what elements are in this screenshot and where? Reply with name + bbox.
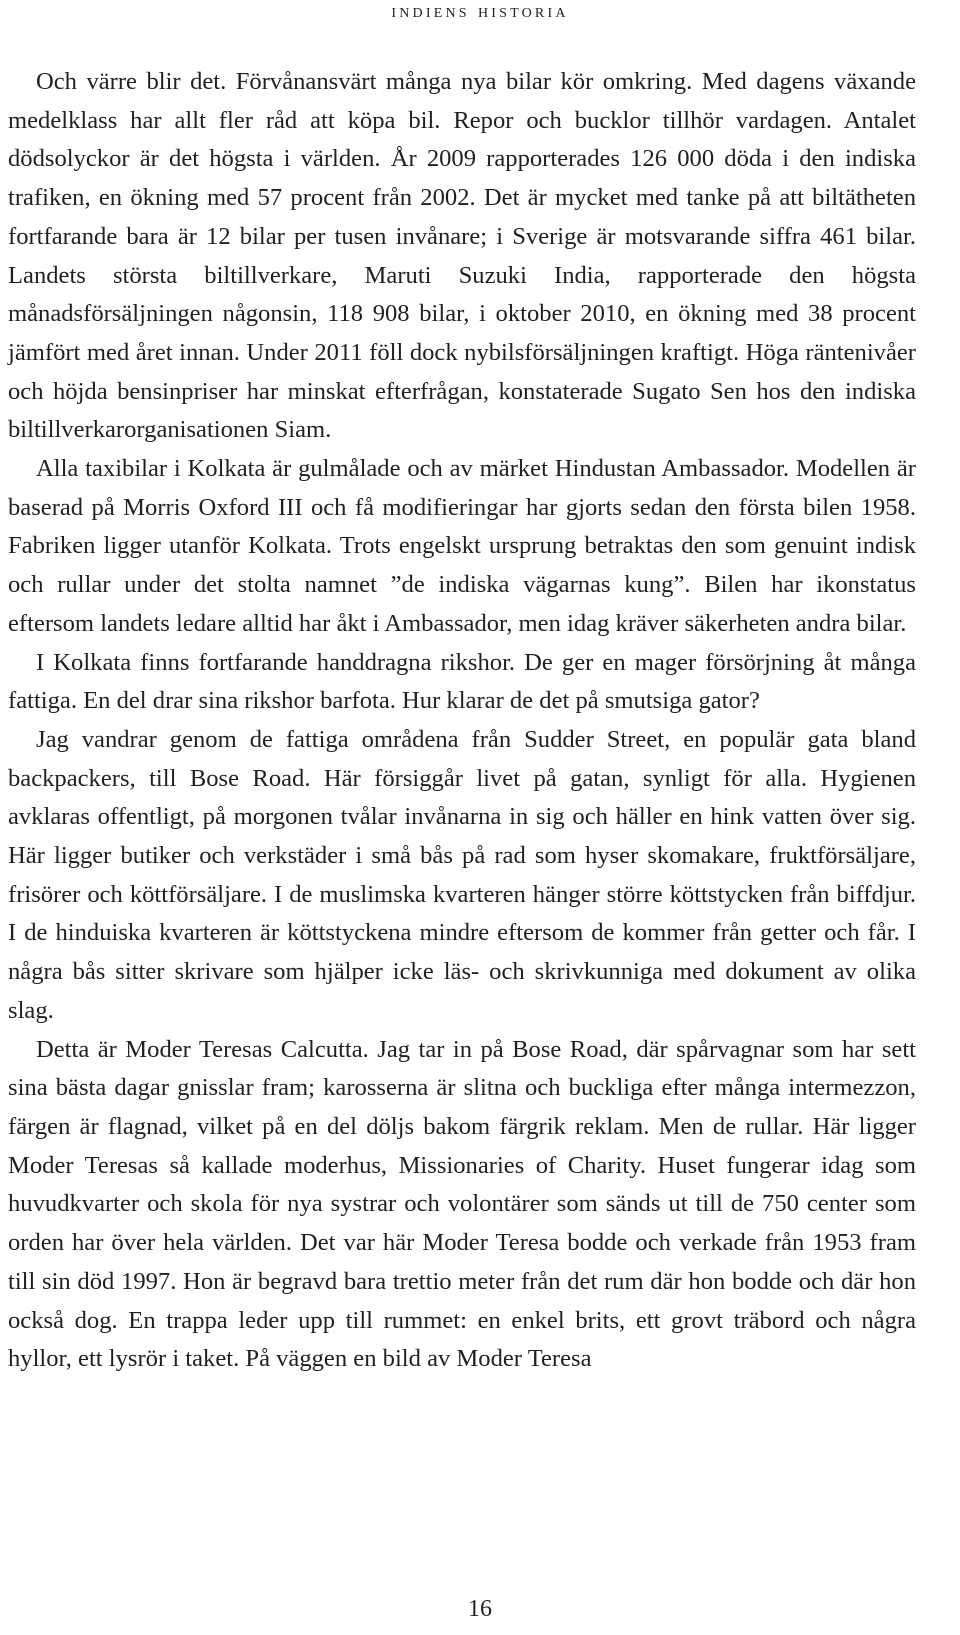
paragraph-1: Och värre blir det. Förvånansvärt många nya bilar kör omkring. Med dagens växande medelklass har allt fler råd att köpa bil. Repor och bucklor tillhör vardagen. Antalet dödsolyckor är det högsta i världen. År 2009 rapporterades 126 000 döda i den indiska trafiken, en ökning med 57 procent från 2002. Det är mycket med tanke på att biltätheten fortfarande bara är 12 bilar per tusen invånare; i Sverige är motsvarande siffra 461 bilar. Landets största biltillverkare, Maruti Suzuki India, rapporterade den högsta månadsförsäljningen någonsin, 118 908 bilar, i oktober 2010, en ökning med 38 procent jämfört med året innan. Under 2011 föll dock nybilsförsäljningen kraftigt. Höga räntenivåer och höjda bensinpriser har minskat efterfrågan, konstaterade Sugato Sen hos den indiska biltillverkarorganisationen Siam. (8, 68, 916, 444)
body-text (8, 63, 916, 1379)
paragraph-2: Alla taxibilar i Kolkata är gulmålade och av märket Hindustan Ambassador. Modellen är baserad på Morris Oxford III och få modifieringar har gjorts sedan den första bilen 1958. Fabriken ligger utanför Kolkata. Trots engelskt ursprung betraktas den som genuint indisk och rullar under det stolta namnet ”de indiska vägarnas kung”. Bilen har ikonstatus eftersom landets ledare alltid har åkt i Ambassador, men idag kräver säkerheten andra bilar. (8, 455, 916, 637)
paragraph-5: Detta är Moder Teresas Calcutta. Jag tar in på Bose Road, där spårvagnar som har sett sina bästa dagar gnisslar fram; karosserna är slitna och buckliga efter många intermezzon, färgen är flagnad, vilket på en del döljs bakom färgrik reklam. Men de rullar. Här ligger Moder Teresas så kallade moderhus, Missionaries of Charity. Huset fungerar idag som huvudkvarter och skola för nya systrar och volontärer som sänds ut till de 750 center som orden har över hela världen. Det var här Moder Teresa bodde och verkade från 1953 fram till sin död 1997. Hon är begravd bara trettio meter från det rum där hon bodde och där hon också dog. En trappa leder upp till rummet: en enkel brits, ett grovt träbord och några hyllor, ett lysrör i taket. På väggen en bild av Moder Teresa (8, 1035, 916, 1373)
paragraph-3: I Kolkata finns fortfarande handdragna rikshor. De ger en mager försörjning åt många fattiga. En del drar sina rikshor barfota. Hur klarar de det på smutsiga gator? (8, 648, 916, 715)
paragraph-4: Jag vandrar genom de fattiga områdena från Sudder Street, en populär gata bland backpackers, till Bose Road. Här försiggår livet på gatan, synligt för alla. Hygienen avklaras offentligt, på morgonen tvålar invånarna in sig och häller en hink vatten över sig. Här ligger butiker och verkstäder i små bås på rad som hyser skomakare, fruktförsäljare, frisörer och köttförsäljare. I de muslimska kvarteren hänger större köttstycken från biffdjur. I de hinduiska kvarteren är köttstyckena mindre eftersom de kommer från getter och får. I några bås sitter skrivare som hjälper icke läs- och skrivkunniga med dokument av olika slag. (8, 725, 916, 1024)
running-head: indiens historia (391, 0, 569, 22)
page-number: 16 (468, 1596, 492, 1622)
